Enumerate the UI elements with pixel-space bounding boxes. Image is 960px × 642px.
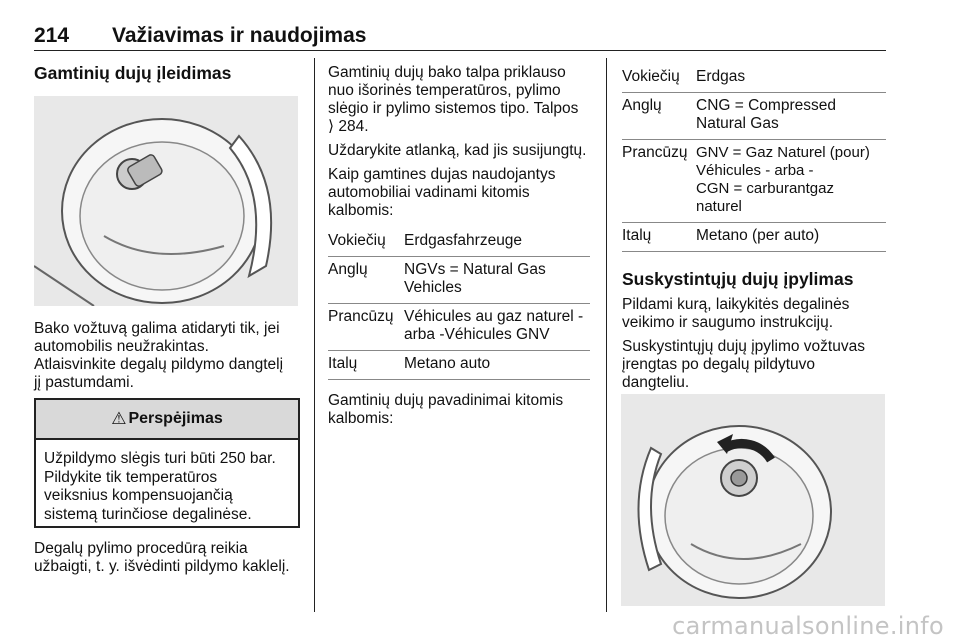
column-3 <box>622 64 886 398</box>
table-row <box>328 351 590 380</box>
section-heading-lpg: Suskystintųjų dujų įpylimas <box>622 269 854 289</box>
section-heading-cng: Gamtinių dujų įleidimas <box>34 63 232 83</box>
vehicle-names-table <box>328 228 590 380</box>
warning-line: veiksnius kompensuojančią <box>44 487 233 504</box>
table-cell-lang: Italų <box>328 355 358 372</box>
lpg-valve-paragraph: Suskystintųjų dujų įpylimo vožtuvas įrengtas po degalų pildytuvo dangteliu. <box>622 338 865 391</box>
lpg-instructions-paragraph: Pildami kurą, laikykitės degalinės veikimo ir saugumo instrukcijų. <box>622 296 850 331</box>
warning-body <box>36 440 298 532</box>
table-cell-term: NGVs = Natural Gas Vehicles <box>404 261 546 296</box>
table-cell-lang: Vokiečių <box>622 68 680 85</box>
header-rule <box>34 50 886 51</box>
table-row <box>622 223 886 252</box>
table-row <box>622 93 886 140</box>
column-1-footer <box>34 540 310 576</box>
procedure-text-line: užbaigti, t. y. išvėdinti pildymo kaklelį. <box>34 558 290 575</box>
flap-text-line: jį pastumdami. <box>34 374 134 391</box>
page-title: Važiavimas ir naudojimas <box>112 24 367 47</box>
flap-text-line: Bako vožtuvą galima atidaryti tik, jei <box>34 320 280 337</box>
table-cell-term: CNG = Compressed Natural Gas <box>696 97 836 132</box>
page-reference[interactable]: 284. <box>338 118 369 135</box>
flap-text-line: Atlaisvinkite degalų pildymo dangtelį <box>34 356 284 373</box>
warning-box <box>34 398 300 528</box>
close-flap-paragraph: Uždarykite atlanką, kad jis susijungtų. <box>328 142 587 159</box>
table-cell-term: GNV = Gaz Naturel (pour) Véhicules - arba - CGN = carburantgaz naturel <box>696 144 870 215</box>
names-intro-paragraph: Kaip gamtines dujas naudojantys automobiliai vadinami kitomis kalbomis: <box>328 166 556 219</box>
warning-line: sistemą turinčiose degalinėse. <box>44 505 252 523</box>
table-cell-lang: Vokiečių <box>328 232 386 249</box>
capacity-paragraph: Gamtinių dujų bako talpa priklauso nuo išorinės temperatūros, pylimo slėgio ir pylimo sistemos tipo. Talpos ⟩ 284. <box>328 64 579 135</box>
table-cell-lang: Anglų <box>622 97 662 114</box>
warning-triangle-icon: ⚠ <box>111 409 127 428</box>
column-2 <box>328 64 596 434</box>
page-ref-icon: ⟩ <box>328 118 335 135</box>
table-cell-lang: Anglų <box>328 261 368 278</box>
table-row <box>328 228 590 257</box>
column-1-body <box>34 320 304 392</box>
warning-line: Užpildymo slėgis turi būti 250 bar. <box>44 450 276 467</box>
table-cell-term: Metano (per auto) <box>696 227 820 244</box>
table-cell-term: Erdgas <box>696 68 746 85</box>
table-cell-term: Erdgasfahrzeuge <box>404 232 523 249</box>
fuel-flap-image <box>34 96 298 306</box>
table-row <box>328 257 590 304</box>
warning-line: Pildykite tik temperatūros <box>44 468 218 486</box>
column-1 <box>34 62 300 84</box>
column-divider-2 <box>606 58 607 612</box>
procedure-text-line: Degalų pylimo procedūrą reikia <box>34 540 248 557</box>
table-cell-term: Véhicules au gaz naturel - arba -Véhicules GNV <box>404 308 584 343</box>
warning-title: Perspėjimas <box>128 410 223 427</box>
lpg-valve-image <box>621 394 885 606</box>
warning-header <box>36 400 298 440</box>
watermark: carmanualsonline.info <box>672 612 944 640</box>
table-row <box>328 304 590 351</box>
gas-names-table <box>622 64 886 252</box>
table-cell-term: Metano auto <box>404 355 491 372</box>
column-divider-1 <box>314 58 315 612</box>
table-cell-lang: Italų <box>622 227 652 244</box>
table-row <box>622 64 886 93</box>
table-cell-lang: Prancūzų <box>328 308 394 325</box>
table-cell-lang: Prancūzų <box>622 144 688 161</box>
page-header <box>34 22 886 50</box>
flap-text-line: automobilis neužrakintas. <box>34 338 209 355</box>
gas-names-intro: Gamtinių dujų pavadinimai kitomis kalbomis: <box>328 392 564 427</box>
table-row <box>622 140 886 223</box>
page-number: 214 <box>34 24 70 47</box>
